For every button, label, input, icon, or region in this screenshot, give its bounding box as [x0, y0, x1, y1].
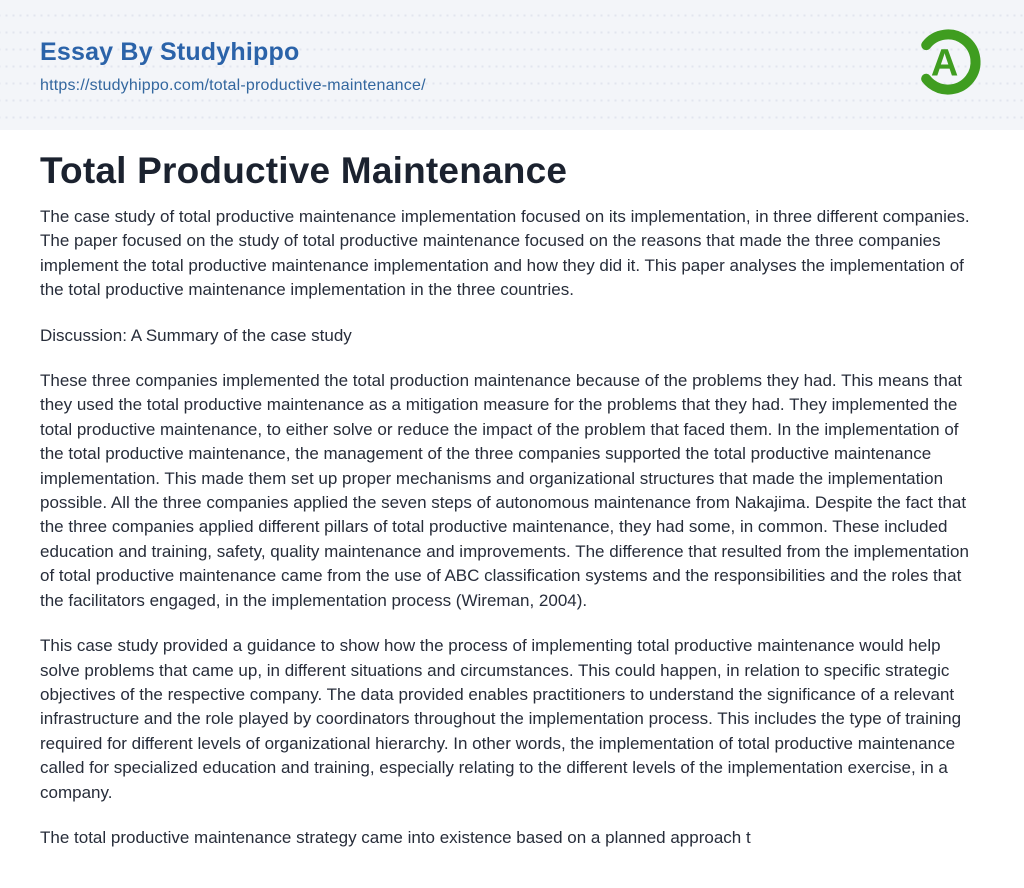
- studyhippo-logo[interactable]: [910, 24, 986, 100]
- brand-title: Essay By Studyhippo: [40, 38, 300, 66]
- article-paragraph: This case study provided a guidance to show how the process of implementing total productive maintenance would help solve problems that came up, in different situations and circumstances. This could happen, in relation to specific strategic objectives of the respective company. The data provided enables practitioners to understand the significance of a relevant infrastructure and the role played by coordinators throughout the implementation process. This includes the type of training required for different levels of organizational hierarchy. In other words, the implementation of total productive maintenance called for specialized education and training, especially relating to the different levels of the implementation exercise, in a company.: [40, 636, 962, 802]
- article-paragraph: The case study of total productive maintenance implementation focused on its implementation, in three different companies. The paper focused on the study of total productive maintenance focused on the reasons that made the three companies implement the total productive maintenance implementation and how they did it. This paper analyses the implementation of the total productive maintenance implementation in the three countries.: [40, 207, 970, 300]
- article-paragraph-truncated: The total productive maintenance strategy came into existence based on a planned approach t: [40, 827, 751, 847]
- page-url-link[interactable]: https://studyhippo.com/total-productive-maintenance/: [40, 77, 426, 94]
- article-paragraph: These three companies implemented the total production maintenance because of the problems they had. This means that they used the total productive maintenance as a mitigation measure for the problems that they had. They implemented the total productive maintenance, to either solve or reduce the impact of the problem that faced them. In the implementation of the total productive maintenance, the management of the three companies supported the total productive maintenance implementation. This made them set up proper mechanisms and organizational structures that made the implementation possible. All the three companies applied the seven steps of autonomous maintenance from Nakajima. Despite the fact that the three companies applied different pillars of total productive maintenance, they had some, in common. These included education and training, safety, quality maintenance and improvements. The difference that resulted from the implementation of total productive maintenance came from the use of ABC classification systems and the responsibilities and the roles that the facilitators engaged, in the implementation process (Wireman, 2004).: [40, 371, 969, 610]
- article: [0, 130, 1024, 850]
- page-title: Total Productive Maintenance: [40, 150, 568, 191]
- logo-letter: A: [930, 42, 959, 85]
- page-header: [0, 0, 1024, 130]
- a-arc-logo-icon: [910, 24, 986, 100]
- article-paragraph-discussion-heading: Discussion: A Summary of the case study: [40, 325, 352, 345]
